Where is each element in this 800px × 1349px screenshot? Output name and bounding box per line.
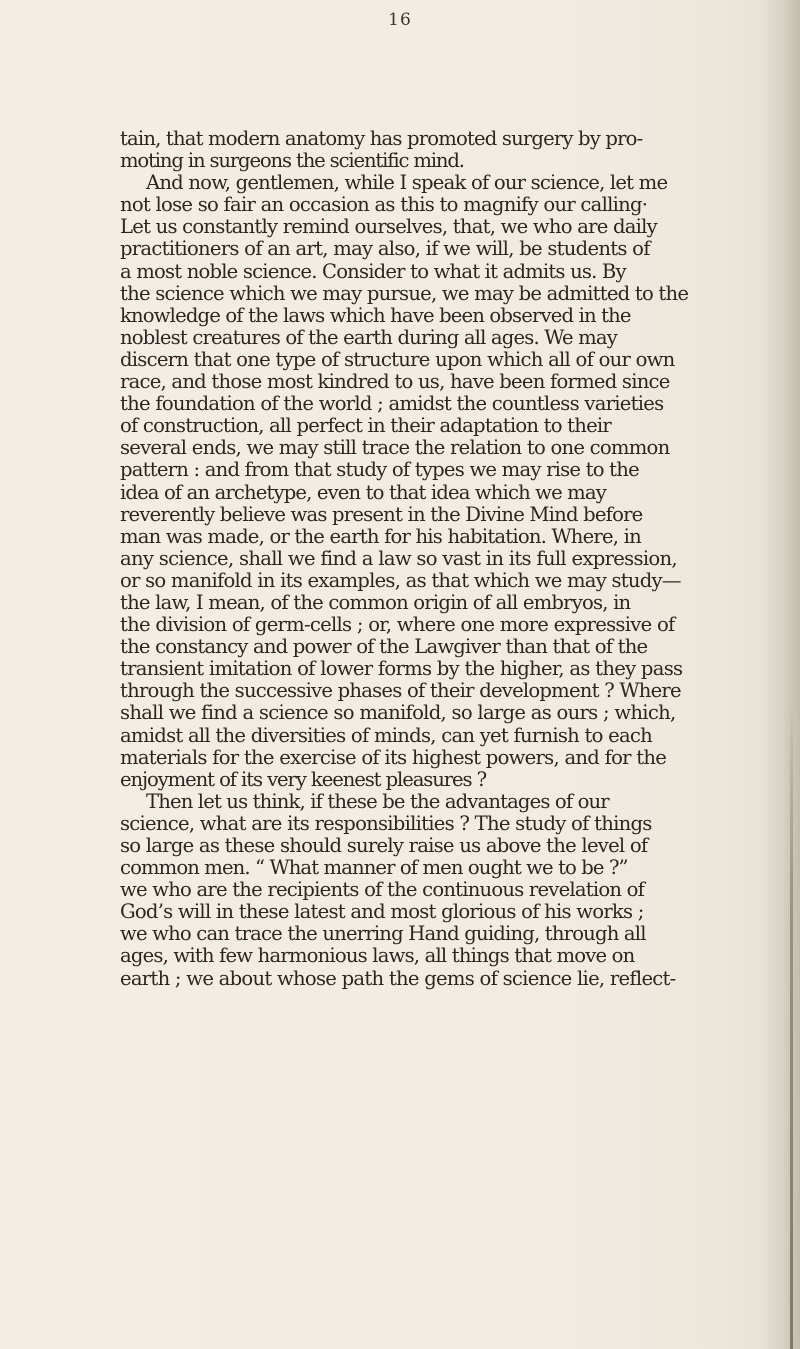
text-line: we who can trace the unerring Hand guiding, through all	[120, 922, 646, 946]
text-line: Let us constantly remind ourselves, that, we who are daily	[120, 215, 657, 239]
text-line: through the successive phases of their development ? Where	[120, 679, 681, 703]
text-line: pattern : and from that study of types we may rise to the	[120, 458, 639, 482]
text-line: reverently believe was present in the Divine Mind before	[120, 502, 643, 526]
text-line: a most noble science. Consider to what it admits us. By	[120, 259, 626, 283]
text-line: ages, with few harmonious laws, all things that move on	[120, 944, 635, 968]
text-line: practitioners of an art, may also, if we will, be students of	[120, 237, 650, 261]
text-line: noblest creatures of the earth during all ages. We may	[120, 325, 617, 349]
text-line: we who are the recipients of the continuous revelation of	[120, 878, 645, 902]
text-line: any science, shall we find a law so vast in its full expression,	[120, 546, 677, 570]
text-line: race, and those most kindred to us, have been formed since	[120, 370, 670, 394]
text-line: shall we find a science so manifold, so large as ours ; which,	[120, 701, 676, 725]
text-line: God’s will in these latest and most glorious of his works ;	[120, 900, 644, 924]
text-line: discern that one type of structure upon which all of our own	[120, 347, 675, 371]
text-line: the division of germ-cells ; or, where one more expressive of	[120, 613, 675, 637]
text-line: enjoyment of its very keenest pleasures ?	[120, 767, 487, 791]
text-line: not lose so fair an occasion as this to magnify our calling·	[120, 193, 648, 217]
text-line: moting in surgeons the scientific mind.	[120, 149, 464, 173]
text-line: idea of an archetype, even to that idea which we may	[120, 480, 606, 504]
text-line: the foundation of the world ; amidst the countless varieties	[120, 392, 664, 416]
text-line: knowledge of the laws which have been observed in the	[120, 303, 631, 327]
text-line: the science which we may pursue, we may be admitted to the	[120, 281, 689, 305]
text-line: the law, I mean, of the common origin of all embryos, in	[120, 590, 631, 614]
page-number: 16	[388, 10, 412, 30]
text-line: or so manifold in its examples, as that which we may study—	[120, 568, 681, 592]
text-line: earth ; we about whose path the gems of science lie, reflect-	[120, 966, 676, 990]
text-line: several ends, we may still trace the relation to one common	[120, 436, 670, 460]
text-line: man was made, or the earth for his habitation. Where, in	[120, 524, 641, 548]
text-line: amidst all the diversities of minds, can yet furnish to each	[120, 723, 653, 747]
text-line: the constancy and power of the Lawgiver than that of the	[120, 635, 648, 659]
text-line: science, what are its responsibilities ? The study of things	[120, 811, 652, 835]
text-line: tain, that modern anatomy has promoted surgery by pro-	[120, 127, 643, 150]
text-line: of construction, all perfect in their adaptation to their	[120, 414, 611, 438]
text-line: And now, gentlemen, while I speak of our science, let me	[146, 171, 668, 195]
text-line: so large as these should surely raise us above the level of	[120, 834, 648, 857]
text-line: transient imitation of lower forms by the higher, as they pass	[120, 657, 683, 681]
text-line: materials for the exercise of its highest powers, and for the	[120, 745, 667, 769]
text-line: common men. “ What manner of men ought we to be ?”	[120, 856, 628, 880]
text-line: Then let us think, if these be the advantages of our	[146, 789, 609, 813]
body-text	[120, 128, 800, 990]
